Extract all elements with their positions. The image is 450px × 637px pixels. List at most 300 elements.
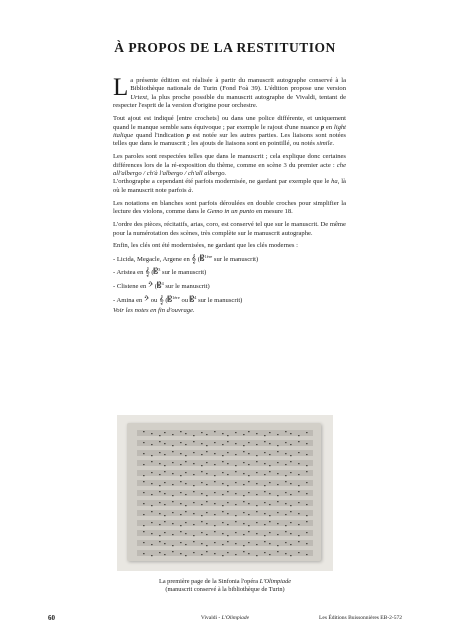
note-mark bbox=[180, 514, 182, 515]
note-mark bbox=[264, 541, 266, 542]
note-mark bbox=[248, 525, 250, 526]
note-mark bbox=[206, 473, 208, 474]
note-mark bbox=[248, 531, 250, 532]
note-mark bbox=[214, 481, 216, 482]
note-mark bbox=[269, 554, 271, 555]
manuscript-figure bbox=[117, 415, 333, 571]
note-mark bbox=[201, 471, 203, 472]
note-mark bbox=[298, 485, 300, 486]
note-mark bbox=[185, 555, 187, 556]
note-mark bbox=[222, 444, 224, 445]
note-mark bbox=[285, 492, 287, 493]
note-mark bbox=[206, 545, 208, 546]
note-mark bbox=[285, 525, 287, 526]
note-mark bbox=[151, 472, 153, 473]
note-mark bbox=[222, 472, 224, 473]
note-mark bbox=[143, 492, 145, 493]
note-mark bbox=[298, 513, 300, 514]
note-mark bbox=[201, 515, 203, 516]
note-mark bbox=[227, 502, 229, 503]
note-mark bbox=[306, 465, 308, 466]
note-mark bbox=[298, 552, 300, 553]
note-mark bbox=[227, 435, 229, 436]
note-mark bbox=[235, 465, 237, 466]
note-mark bbox=[264, 524, 266, 525]
note-mark bbox=[222, 461, 224, 462]
note-mark bbox=[214, 542, 216, 543]
note-mark bbox=[143, 442, 145, 443]
note-mark bbox=[206, 512, 208, 513]
note-mark bbox=[151, 511, 153, 512]
note-mark bbox=[285, 481, 287, 482]
note-mark bbox=[151, 433, 153, 434]
note-mark bbox=[290, 505, 292, 506]
figure-caption: La première page de la Sinfonia l'opéra L'Olimpiade (manuscrit conservé à la bibliothèque de Turin) bbox=[158, 578, 292, 593]
note-mark bbox=[256, 472, 258, 473]
note-mark bbox=[143, 453, 145, 454]
note-mark bbox=[159, 435, 161, 436]
note-mark bbox=[185, 483, 187, 484]
note-mark bbox=[143, 431, 145, 432]
note-mark bbox=[277, 534, 279, 535]
note-mark bbox=[285, 475, 287, 476]
note-mark bbox=[285, 542, 287, 543]
note-mark bbox=[290, 444, 292, 445]
note-mark bbox=[235, 443, 237, 444]
bass-clef-icon: 𝄢 bbox=[143, 294, 150, 304]
note-mark bbox=[201, 532, 203, 533]
note-mark bbox=[227, 513, 229, 514]
note-mark bbox=[243, 451, 245, 452]
note-mark bbox=[277, 451, 279, 452]
note-mark bbox=[227, 485, 229, 486]
note-mark bbox=[180, 464, 182, 465]
note-mark bbox=[227, 541, 229, 542]
c-clef-icon: 𝄡 bbox=[167, 294, 173, 304]
note-mark bbox=[269, 532, 271, 533]
note-mark bbox=[264, 513, 266, 514]
note-mark bbox=[285, 514, 287, 515]
note-mark bbox=[164, 532, 166, 533]
note-mark bbox=[290, 455, 292, 456]
note-mark bbox=[193, 535, 195, 536]
note-mark bbox=[206, 445, 208, 446]
note-mark bbox=[243, 551, 245, 552]
note-mark bbox=[193, 463, 195, 464]
note-mark bbox=[180, 525, 182, 526]
note-mark bbox=[285, 464, 287, 465]
note-mark bbox=[277, 501, 279, 502]
note-mark bbox=[227, 452, 229, 453]
note-mark bbox=[206, 434, 208, 435]
note-mark bbox=[164, 515, 166, 516]
note-mark bbox=[159, 502, 161, 503]
note-mark bbox=[214, 492, 216, 493]
note-mark bbox=[290, 511, 292, 512]
note-mark bbox=[159, 474, 161, 475]
note-mark bbox=[269, 471, 271, 472]
note-mark bbox=[143, 475, 145, 476]
note-mark bbox=[269, 543, 271, 544]
note-mark bbox=[159, 524, 161, 525]
note-mark bbox=[151, 522, 153, 523]
note-mark bbox=[248, 514, 250, 515]
notation-paragraph: Les notations en blanches sont parfois déroulées en double croches pour simplifier la lecture des violons, comme dans le Gemo in un punto en mesure 18. bbox=[113, 199, 346, 216]
note-mark bbox=[227, 524, 229, 525]
note-mark bbox=[180, 531, 182, 532]
note-mark bbox=[290, 472, 292, 473]
note-mark bbox=[143, 481, 145, 482]
note-mark bbox=[306, 521, 308, 522]
note-mark bbox=[269, 521, 271, 522]
note-mark bbox=[306, 493, 308, 494]
note-mark bbox=[185, 533, 187, 534]
note-mark bbox=[214, 514, 216, 515]
note-mark bbox=[193, 491, 195, 492]
note-mark bbox=[193, 541, 195, 542]
note-mark bbox=[256, 433, 258, 434]
running-title: Vivaldi - L'Olimpiade bbox=[200, 615, 250, 621]
note-mark bbox=[201, 454, 203, 455]
note-mark bbox=[227, 441, 229, 442]
note-mark bbox=[248, 431, 250, 432]
note-mark bbox=[185, 511, 187, 512]
note-mark bbox=[256, 511, 258, 512]
note-mark bbox=[206, 501, 208, 502]
note-mark bbox=[214, 503, 216, 504]
note-mark bbox=[256, 455, 258, 456]
note-mark bbox=[277, 545, 279, 546]
note-mark bbox=[159, 441, 161, 442]
note-mark bbox=[151, 444, 153, 445]
additions-paragraph: Tout ajout est indiqué [entre crochets] ou dans une police différente, et uniquement quand le manque semble sans équivoque ; par exemple le rajout d'une nuance p en light italique quand l'indication p est notée sur les autres parties. Les liaisons sont notées telles que dans le manuscrit ; les ajouts de liaisons sont en pointillé, ou notés simile. bbox=[113, 115, 346, 148]
note-mark bbox=[243, 523, 245, 524]
note-mark bbox=[214, 442, 216, 443]
note-mark bbox=[201, 443, 203, 444]
note-mark bbox=[214, 453, 216, 454]
note-mark bbox=[235, 543, 237, 544]
note-mark bbox=[180, 453, 182, 454]
keys-list bbox=[113, 253, 346, 305]
note-mark bbox=[235, 532, 237, 533]
note-mark bbox=[222, 433, 224, 434]
note-mark bbox=[306, 432, 308, 433]
note-mark bbox=[180, 492, 182, 493]
note-mark bbox=[185, 455, 187, 456]
note-mark bbox=[193, 474, 195, 475]
list-item: - Clistene en 𝄢 (𝄡$^4$ sur le manuscrit) bbox=[113, 281, 210, 291]
note-mark bbox=[193, 502, 195, 503]
note-mark bbox=[143, 503, 145, 504]
note-mark bbox=[256, 522, 258, 523]
note-mark bbox=[235, 521, 237, 522]
note-mark bbox=[243, 473, 245, 474]
note-mark bbox=[264, 535, 266, 536]
note-mark bbox=[243, 434, 245, 435]
note-mark bbox=[201, 521, 203, 522]
note-mark bbox=[172, 512, 174, 513]
note-mark bbox=[164, 471, 166, 472]
note-mark bbox=[222, 511, 224, 512]
note-mark bbox=[243, 445, 245, 446]
note-mark bbox=[180, 503, 182, 504]
note-mark bbox=[143, 553, 145, 554]
note-mark bbox=[269, 482, 271, 483]
note-mark bbox=[227, 535, 229, 536]
note-mark bbox=[180, 542, 182, 543]
page-number: 60 bbox=[48, 614, 55, 622]
intro-paragraph: La présente édition est réalisée à partir du manuscrit autographe conservé à la Bibliothèque nationale de Turin (Fond Foà 39). L'édition propose une version Urtext, la plus proche possible du manuscrit autographe de Vivaldi, tentant de respecter l'esprit de la version d'origine pour orchestre. bbox=[113, 74, 346, 110]
note-mark bbox=[243, 534, 245, 535]
note-mark bbox=[222, 522, 224, 523]
note-mark bbox=[290, 522, 292, 523]
body-text bbox=[113, 74, 346, 320]
note-mark bbox=[193, 441, 195, 442]
note-mark bbox=[206, 462, 208, 463]
note-mark bbox=[164, 521, 166, 522]
note-mark bbox=[256, 444, 258, 445]
drop-cap: L bbox=[113, 74, 129, 101]
note-mark bbox=[264, 452, 266, 453]
list-item: - Licida, Megacle, Argene en 𝄞 (𝄡$^{1ère}$ sur le manuscrit) bbox=[113, 253, 259, 263]
note-mark bbox=[222, 533, 224, 534]
note-mark bbox=[193, 513, 195, 514]
note-mark bbox=[243, 462, 245, 463]
note-mark bbox=[159, 485, 161, 486]
note-mark bbox=[298, 452, 300, 453]
note-mark bbox=[277, 523, 279, 524]
note-mark bbox=[193, 552, 195, 553]
note-mark bbox=[222, 544, 224, 545]
note-mark bbox=[222, 483, 224, 484]
note-mark bbox=[151, 505, 153, 506]
note-mark bbox=[264, 463, 266, 464]
note-mark bbox=[172, 434, 174, 435]
note-mark bbox=[180, 481, 182, 482]
note-mark bbox=[277, 445, 279, 446]
note-mark bbox=[172, 445, 174, 446]
note-mark bbox=[277, 551, 279, 552]
note-mark bbox=[180, 475, 182, 476]
note-mark bbox=[201, 504, 203, 505]
note-mark bbox=[214, 475, 216, 476]
note-mark bbox=[193, 435, 195, 436]
note-mark bbox=[151, 461, 153, 462]
note-mark bbox=[243, 545, 245, 546]
note-mark bbox=[214, 525, 216, 526]
note-mark bbox=[256, 461, 258, 462]
c-clef-icon: 𝄡 bbox=[200, 254, 205, 263]
note-mark bbox=[159, 513, 161, 514]
note-mark bbox=[298, 502, 300, 503]
note-mark bbox=[290, 555, 292, 556]
note-mark bbox=[164, 454, 166, 455]
note-mark bbox=[290, 494, 292, 495]
note-mark bbox=[159, 541, 161, 542]
note-mark bbox=[298, 474, 300, 475]
note-mark bbox=[159, 463, 161, 464]
note-mark bbox=[277, 495, 279, 496]
bass-clef-icon: 𝄢 bbox=[147, 281, 154, 291]
note-mark bbox=[206, 551, 208, 552]
note-mark bbox=[306, 543, 308, 544]
note-mark bbox=[235, 471, 237, 472]
note-mark bbox=[269, 493, 271, 494]
note-mark bbox=[248, 464, 250, 465]
note-mark bbox=[306, 454, 308, 455]
note-mark bbox=[201, 482, 203, 483]
note-mark bbox=[269, 432, 271, 433]
note-mark bbox=[264, 474, 266, 475]
note-mark bbox=[243, 484, 245, 485]
note-mark bbox=[172, 534, 174, 535]
note-mark bbox=[269, 443, 271, 444]
note-mark bbox=[164, 554, 166, 555]
note-mark bbox=[201, 465, 203, 466]
note-mark bbox=[290, 483, 292, 484]
note-mark bbox=[269, 515, 271, 516]
note-mark bbox=[180, 442, 182, 443]
note-mark bbox=[248, 503, 250, 504]
note-mark bbox=[285, 431, 287, 432]
note-mark bbox=[264, 485, 266, 486]
note-mark bbox=[151, 494, 153, 495]
note-mark bbox=[306, 532, 308, 533]
note-mark bbox=[269, 465, 271, 466]
note-mark bbox=[248, 475, 250, 476]
list-item: - Aristea en 𝄞 (𝄡$^3$ sur le manuscrit) bbox=[113, 267, 207, 277]
note-mark bbox=[214, 431, 216, 432]
note-mark bbox=[143, 542, 145, 543]
c-clef-icon: 𝄡 bbox=[153, 267, 159, 277]
note-mark bbox=[256, 533, 258, 534]
note-mark bbox=[290, 433, 292, 434]
note-mark bbox=[285, 442, 287, 443]
note-mark bbox=[298, 535, 300, 536]
note-mark bbox=[214, 553, 216, 554]
note-mark bbox=[306, 515, 308, 516]
note-mark bbox=[285, 553, 287, 554]
note-mark bbox=[243, 495, 245, 496]
note-mark bbox=[264, 441, 266, 442]
note-mark bbox=[159, 552, 161, 553]
note-mark bbox=[298, 463, 300, 464]
note-mark bbox=[159, 535, 161, 536]
note-mark bbox=[164, 443, 166, 444]
note-mark bbox=[143, 464, 145, 465]
publisher-reference: Les Éditions Buissonnières EB-2-572 bbox=[319, 615, 402, 621]
note-mark bbox=[201, 493, 203, 494]
note-mark bbox=[143, 531, 145, 532]
note-mark bbox=[159, 491, 161, 492]
note-mark bbox=[222, 555, 224, 556]
note-mark bbox=[227, 552, 229, 553]
note-mark bbox=[172, 545, 174, 546]
lyrics-paragraph: Les paroles sont respectées telles que dans le manuscrit ; cela explique donc certaines différences lors de la ré-exposition du thème, comme en scène 3 du premier acte : che all'albergo / ch'à l'albergo / ch'all albergo. L'orthographe a cependant été parfois modernisée, ne gardant par exemple que le ha, là où le manuscrit note parfois à. bbox=[113, 153, 346, 194]
note-mark bbox=[206, 534, 208, 535]
note-mark bbox=[227, 491, 229, 492]
note-mark bbox=[180, 431, 182, 432]
c-clef-icon: 𝄡 bbox=[189, 294, 195, 304]
note-mark bbox=[227, 463, 229, 464]
note-mark bbox=[290, 533, 292, 534]
note-mark bbox=[151, 533, 153, 534]
note-mark bbox=[172, 501, 174, 502]
note-mark bbox=[306, 482, 308, 483]
note-mark bbox=[248, 553, 250, 554]
note-mark bbox=[164, 504, 166, 505]
note-mark bbox=[172, 462, 174, 463]
note-mark bbox=[222, 494, 224, 495]
note-mark bbox=[256, 555, 258, 556]
note-mark bbox=[264, 502, 266, 503]
note-mark bbox=[269, 454, 271, 455]
note-mark bbox=[235, 554, 237, 555]
note-mark bbox=[264, 552, 266, 553]
note-mark bbox=[306, 471, 308, 472]
note-mark bbox=[277, 484, 279, 485]
note-mark bbox=[290, 461, 292, 462]
treble-clef-icon: 𝄞 bbox=[191, 254, 197, 263]
note-mark bbox=[214, 464, 216, 465]
note-mark bbox=[298, 441, 300, 442]
note-mark bbox=[235, 432, 237, 433]
note-mark bbox=[164, 543, 166, 544]
note-mark bbox=[264, 435, 266, 436]
note-mark bbox=[227, 474, 229, 475]
note-mark bbox=[206, 523, 208, 524]
note-mark bbox=[306, 443, 308, 444]
note-mark bbox=[298, 491, 300, 492]
note-mark bbox=[285, 531, 287, 532]
note-mark bbox=[248, 453, 250, 454]
c-clef-icon: 𝄡 bbox=[157, 281, 162, 291]
note-mark bbox=[193, 485, 195, 486]
note-mark bbox=[264, 491, 266, 492]
note-mark bbox=[298, 524, 300, 525]
note-mark bbox=[151, 455, 153, 456]
note-mark bbox=[164, 465, 166, 466]
note-mark bbox=[201, 554, 203, 555]
note-mark bbox=[277, 473, 279, 474]
note-mark bbox=[298, 435, 300, 436]
note-mark bbox=[235, 515, 237, 516]
note-mark bbox=[185, 505, 187, 506]
note-mark bbox=[201, 432, 203, 433]
note-mark bbox=[159, 452, 161, 453]
note-mark bbox=[235, 454, 237, 455]
keys-intro: Enfin, les clés ont été modernisées, ne gardant que les clés modernes : bbox=[113, 242, 298, 250]
note-mark bbox=[151, 483, 153, 484]
note-mark bbox=[243, 512, 245, 513]
note-mark bbox=[269, 504, 271, 505]
note-mark bbox=[151, 544, 153, 545]
notes-reference: Voir les notes en fin d'ouvrage. bbox=[113, 307, 195, 315]
note-mark bbox=[214, 531, 216, 532]
note-mark bbox=[277, 462, 279, 463]
note-mark bbox=[185, 522, 187, 523]
note-mark bbox=[256, 494, 258, 495]
note-mark bbox=[206, 495, 208, 496]
note-mark bbox=[185, 433, 187, 434]
note-mark bbox=[306, 554, 308, 555]
note-mark bbox=[185, 472, 187, 473]
order-paragraph: L'ordre des pièces, récitatifs, arias, coro, est conservé tel que sur le manuscrit. De même pour la numérotation des scènes, très complète sur le manuscrit autographe. bbox=[113, 221, 346, 237]
note-mark bbox=[143, 514, 145, 515]
note-mark bbox=[298, 541, 300, 542]
note-mark bbox=[201, 543, 203, 544]
note-mark bbox=[172, 551, 174, 552]
